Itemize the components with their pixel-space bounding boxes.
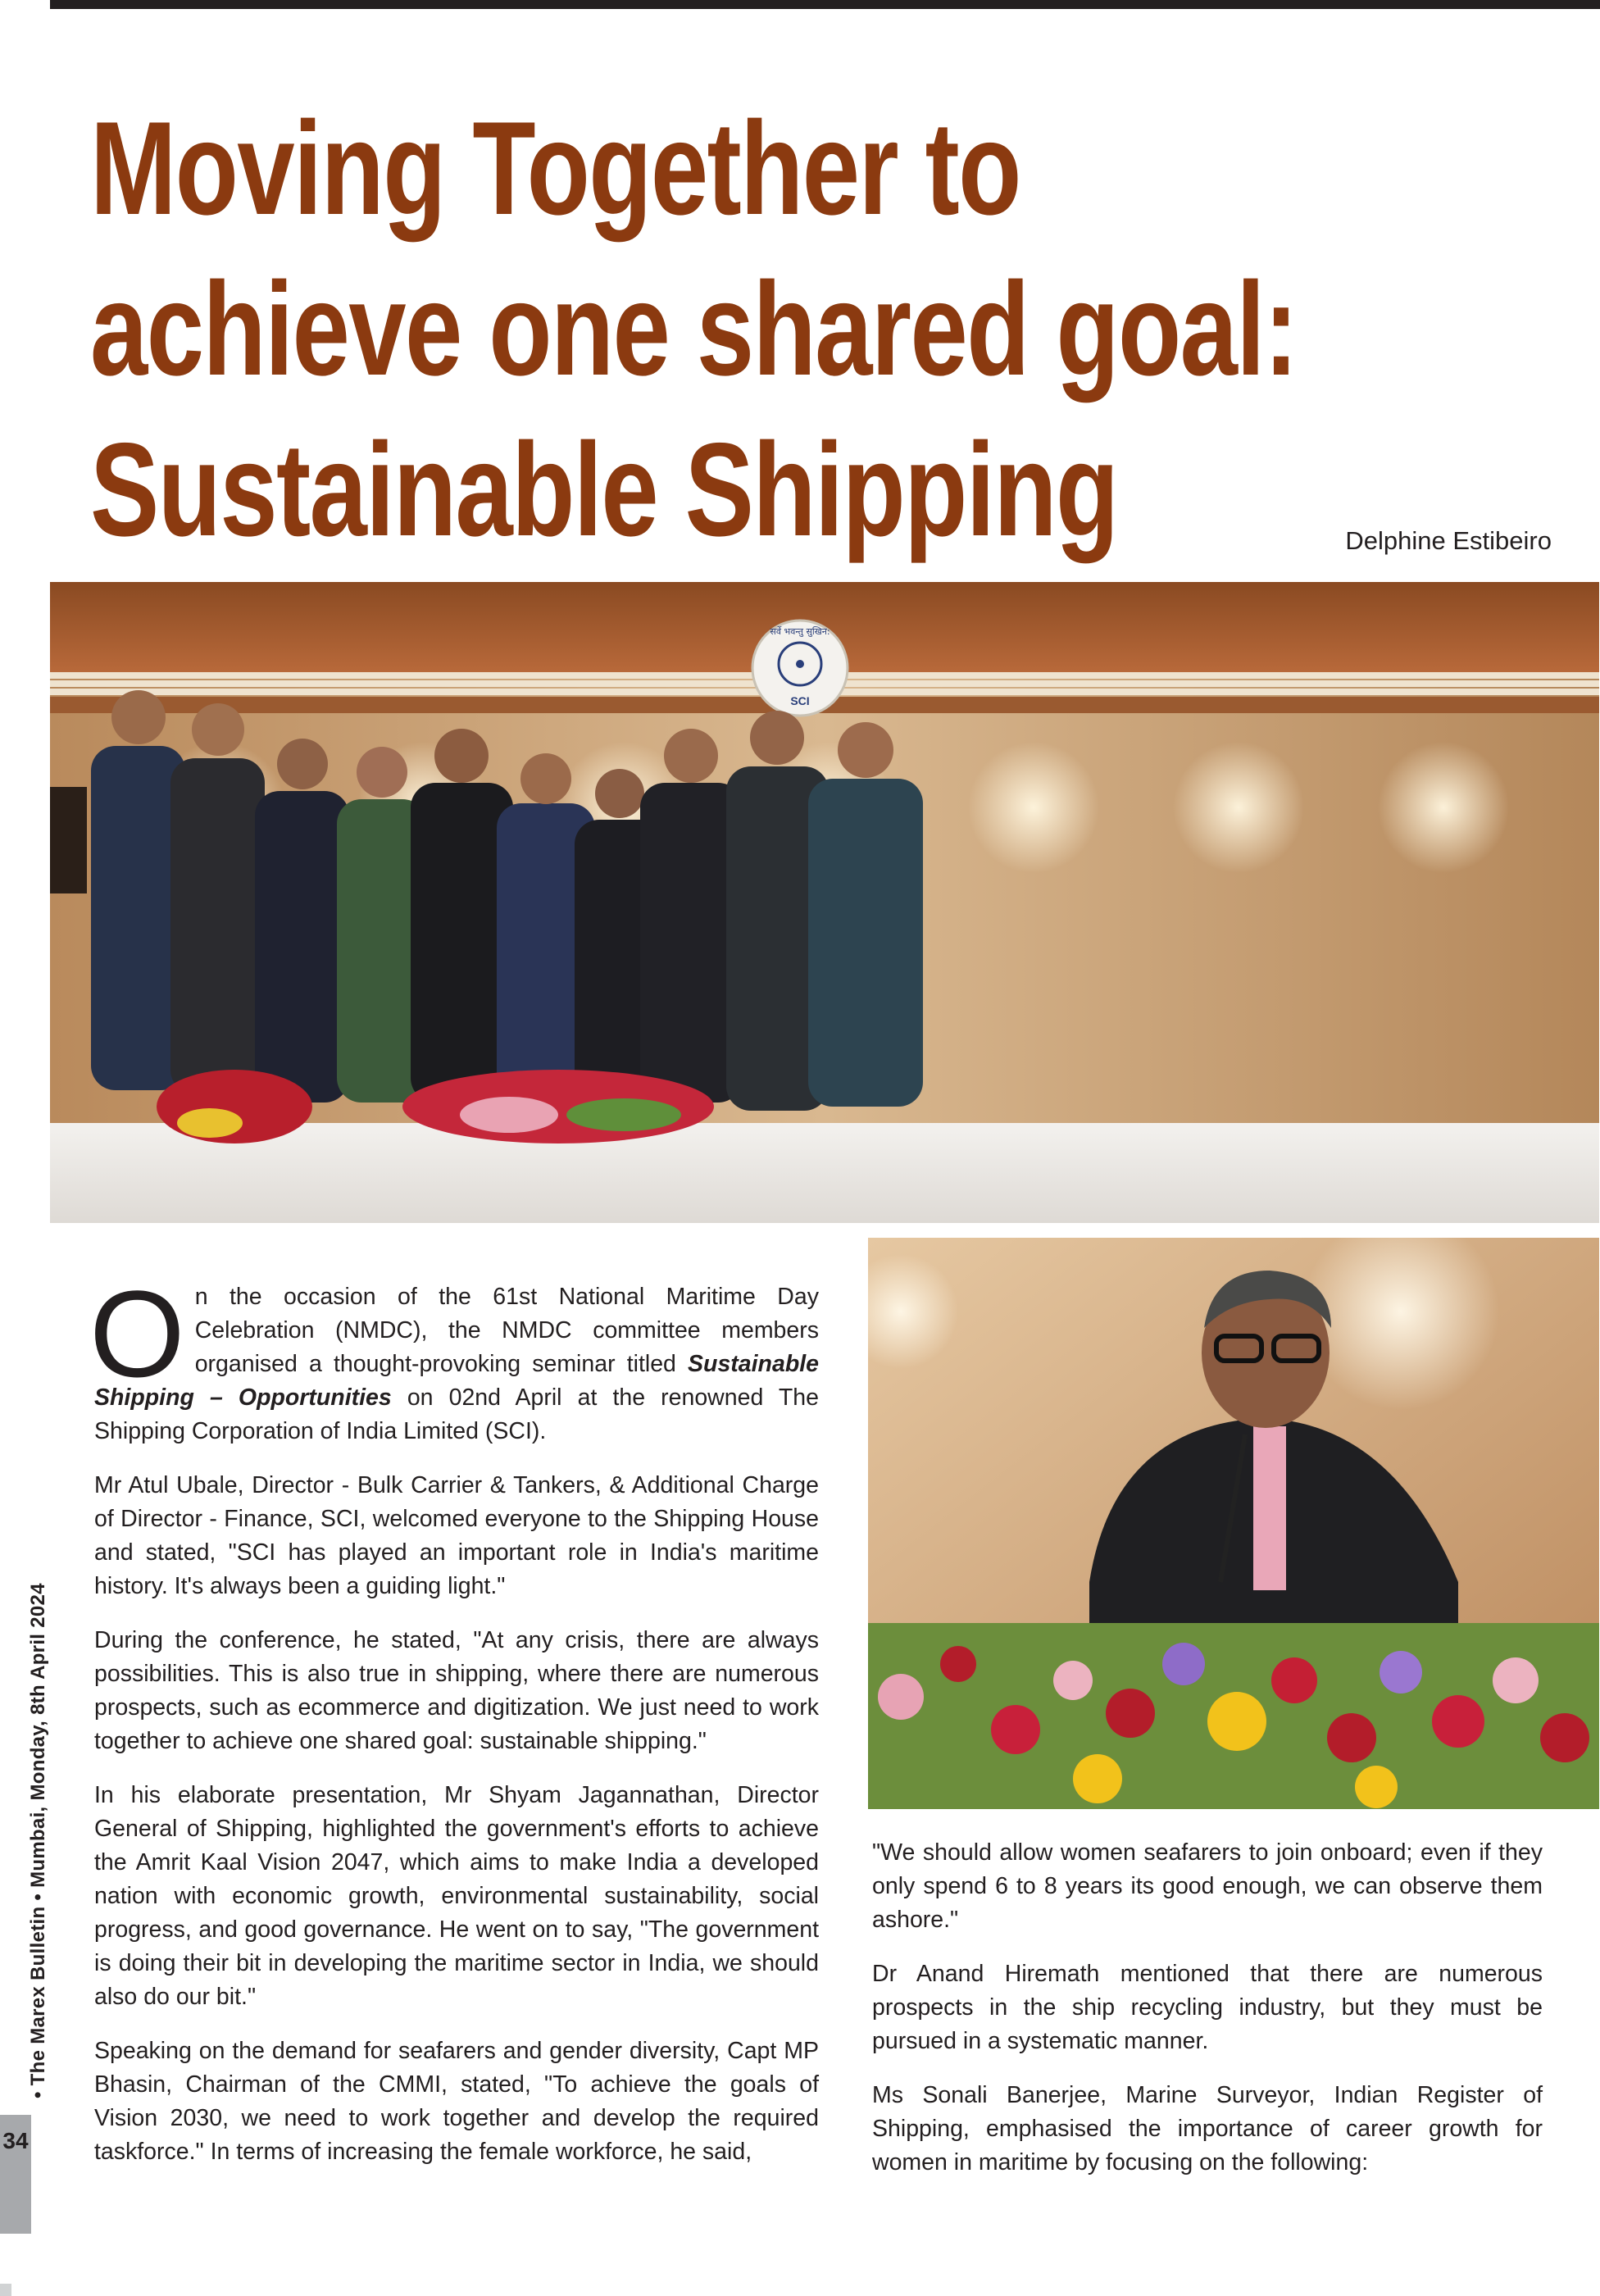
sci-emblem-motto: सर्वे भवन्तु सुखिन: xyxy=(770,626,830,637)
paragraph-8: Ms Sonali Banerjee, Marine Surveyor, Indian Register of Shipping, emphasised the importance of career growth for women in maritime by focusing on the following: xyxy=(872,2082,1543,2176)
author-byline: Delphine Estibeiro xyxy=(1345,526,1552,555)
paragraph-intro-start: n the occasion of the 61st National Maritime Day Celebration (NMDC), the NMDC committee members organised a thought-provoking seminar titled xyxy=(194,1284,819,1377)
paragraph-3: During the conference, he stated, "At any crisis, there are always possibilities. This is also true in shipping, where there are numerous prospects, such as ecommerce and digitization. We just need to work together to achieve one shared goal: sustainable shipping." xyxy=(94,1627,819,1754)
page-number: 34 xyxy=(2,2128,29,2153)
top-rule xyxy=(50,0,1600,9)
paragraph-6: "We should allow women seafarers to join onboard; even if they only spend 6 to 8 years its good enough, we can observe them ashore." xyxy=(872,1839,1543,1933)
publication-sidebar-label: • The Marex Bulletin • Mumbai, Monday, 8th April 2024 xyxy=(27,1583,49,2098)
paragraph-4: In his elaborate presentation, Mr Shyam Jagannathan, Director General of Shipping, highlighted the government's efforts to achieve the Amrit Kaal Vision 2047, which aims to make India a developed nation with economic growth, environmental sustainability, social progress, and good governance. He went on to say, "The government is doing their bit in developing the maritime sector in India, we should also do our bit." xyxy=(94,1782,819,2010)
body-column-right xyxy=(872,1836,1543,2200)
speaker-photo-image xyxy=(868,1238,1599,1809)
article-headline xyxy=(90,89,1298,571)
headline-line-1: Moving Together to xyxy=(90,94,1020,243)
speaker-photo xyxy=(868,1238,1599,1809)
group-photo-image xyxy=(50,582,1599,1223)
sci-emblem xyxy=(752,621,848,716)
bottom-edge-tab xyxy=(0,2284,11,2296)
headline-line-3: Sustainable Shipping xyxy=(90,416,1118,564)
paragraph-5: Speaking on the demand for seafarers and gender diversity, Capt MP Bhasin, Chairman of the CMMI, stated, "To achieve the goals of Vision 2030, we need to work together and develop the required taskforce." In terms of increasing the female workforce, he said, xyxy=(94,2038,819,2165)
podium-flowers xyxy=(868,1623,1599,1809)
drop-cap: O xyxy=(89,1265,185,1403)
paragraph-7: Dr Anand Hiremath mentioned that there are numerous prospects in the ship recycling industry, but they must be pursued in a systematic manner. xyxy=(872,1961,1543,2054)
sci-emblem-label: SCI xyxy=(790,694,810,707)
group-photo xyxy=(50,582,1599,1223)
seminar-title: Sustainable Shipping – Opportunities xyxy=(94,1351,819,1411)
headline-line-2: achieve one shared goal: xyxy=(90,255,1298,403)
paragraph-intro xyxy=(89,1265,819,1448)
body-column-left xyxy=(89,1265,819,2189)
paragraph-intro-end: on 02nd April at the renowned The Shipping Corporation of India Limited (SCI). xyxy=(94,1384,819,1444)
paragraph-2: Mr Atul Ubale, Director - Bulk Carrier & Tankers, & Additional Charge of Director - Finance, SCI, welcomed everyone to the Shipping House and stated, "SCI has played an important role in India's maritime history. It's always been a guiding light." xyxy=(94,1472,819,1599)
